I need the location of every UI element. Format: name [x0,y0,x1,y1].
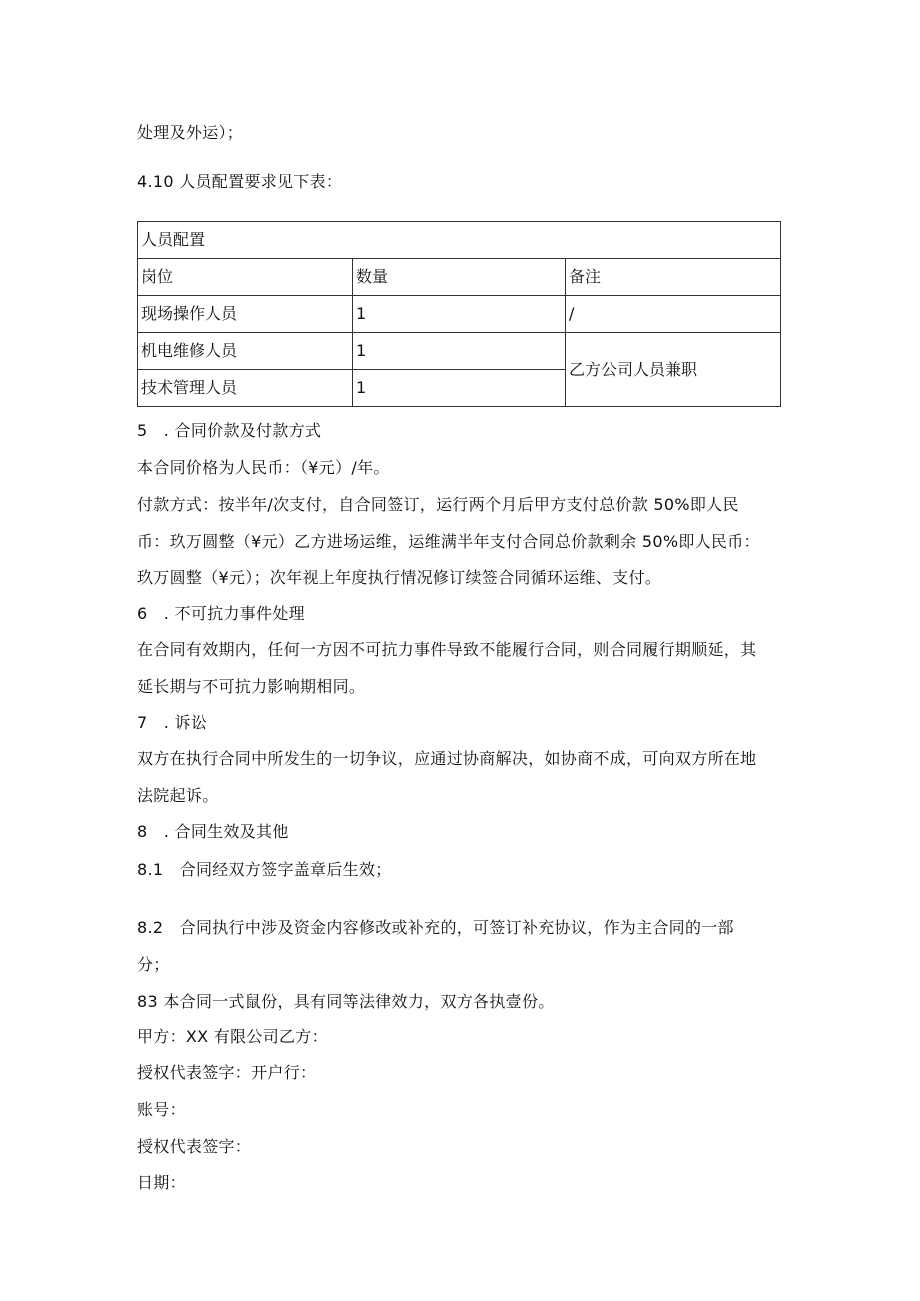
paragraph-staff-requirement: 4.10 人员配置要求见下表： [137,172,343,191]
paragraph-force-majeure-2: 延长期与不可抗力影响期相同。 [137,677,366,696]
cell-count: 1 [352,296,565,333]
section-heading-6: 6 . 不可抗力事件处理 [137,604,305,623]
paragraph-litigation-1: 双方在执行合同中所发生的一切争议，应通过协商解决，如协商不成，可向双方所在地 [137,749,757,768]
signature-parties: 甲方：XX 有限公司乙方： [137,1027,328,1046]
cell-note-merged: 乙方公司人员兼职 [565,333,780,407]
paragraph-payment-3: 玖万圆整（¥元）；次年视上年度执行情况修订续签合同循环运维、支付。 [137,568,662,587]
cell-note: / [565,296,780,333]
paragraph-payment-1: 付款方式：按半年/次支付，自合同签订，运行两个月后甲方支付总价款 50%即人民 [137,495,739,514]
paragraph-clause-8-3: 83 本合同一式鼠份，具有同等法律效力，双方各执壹份。 [137,992,555,1011]
header-count: 数量 [352,259,565,296]
table-row [138,296,781,333]
paragraph-clause-8-1: 8.1 合同经双方签字盖章后生效； [137,860,392,879]
signature-date: 日期： [137,1173,186,1192]
paragraph-waste-handling: 处理及外运）； [137,123,244,142]
section-heading-8: 8 . 合同生效及其他 [137,822,289,841]
cell-position: 现场操作人员 [138,296,353,333]
table-title-row [138,222,781,259]
paragraph-payment-2: 币：玖万圆整（¥元）乙方进场运维，运维满半年支付合同总价款剩余 50%即人民币： [137,532,760,551]
signature-rep-bank: 授权代表签字：开户行： [137,1063,317,1082]
paragraph-clause-8-2-line1: 8.2 合同执行中涉及资金内容修改或补充的，可签订补充协议，作为主合同的一部 [137,918,734,937]
paragraph-force-majeure-1: 在合同有效期内，任何一方因不可抗力事件导致不能履行合同，则合同履行期顺延，其 [137,640,757,659]
staff-config-table [137,221,781,407]
header-position: 岗位 [138,259,353,296]
signature-account: 账号： [137,1100,186,1119]
cell-count: 1 [352,370,565,407]
table-header-row [138,259,781,296]
section-heading-5: 5 . 合同价款及付款方式 [137,421,322,440]
signature-rep: 授权代表签字： [137,1137,252,1156]
cell-count: 1 [352,333,565,370]
cell-position: 技术管理人员 [138,370,353,407]
paragraph-litigation-2: 法院起诉。 [137,786,219,805]
section-heading-7: 7 . 诉讼 [137,713,208,732]
table-title: 人员配置 [138,222,781,259]
header-note: 备注 [565,259,780,296]
cell-position: 机电维修人员 [138,333,353,370]
paragraph-clause-8-2-line2: 分； [137,955,170,974]
table-row [138,333,781,370]
paragraph-contract-price: 本合同价格为人民币：（¥元）/年。 [137,458,390,477]
